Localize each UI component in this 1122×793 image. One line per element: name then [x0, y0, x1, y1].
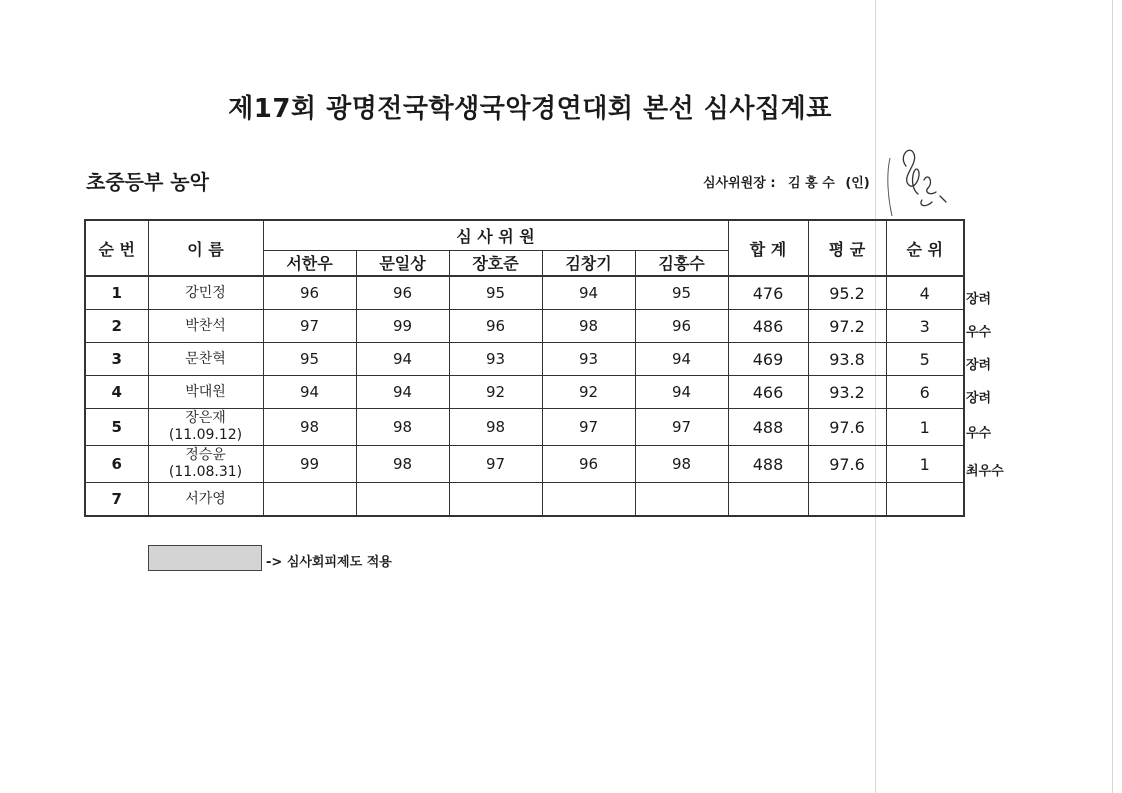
judge-score: 97: [635, 409, 728, 446]
judge-score: 93: [449, 343, 542, 376]
judge-score: 98: [542, 310, 635, 343]
judge-score: 94: [356, 376, 449, 409]
table-row: [85, 276, 964, 310]
judge-score: 92: [542, 376, 635, 409]
row-number: 6: [85, 446, 148, 483]
judge-score: [635, 483, 728, 517]
judge-score: 98: [263, 409, 356, 446]
header-name: 이 름: [148, 220, 263, 276]
total-score: 488: [728, 409, 808, 446]
row-number: 1: [85, 276, 148, 310]
average-score: 93.8: [808, 343, 886, 376]
contestant-name: [148, 446, 263, 483]
contestant-dob: (11.08.31): [168, 464, 243, 480]
table-row: [85, 409, 964, 446]
total-score: 466: [728, 376, 808, 409]
average-score: 95.2: [808, 276, 886, 310]
total-score: [728, 483, 808, 517]
contestant-name-text: 강민정: [185, 284, 226, 301]
judge-score: 99: [263, 446, 356, 483]
scan-line-right: [1112, 0, 1113, 793]
chair-line: [703, 172, 870, 191]
table-row: [85, 376, 964, 409]
judge-score: 98: [356, 446, 449, 483]
chair-seal: (인): [845, 176, 870, 191]
header-no: 순 번: [85, 220, 148, 276]
judge-score: 95: [449, 276, 542, 310]
judge-score: [356, 483, 449, 517]
row-number: 5: [85, 409, 148, 446]
row-number: 3: [85, 343, 148, 376]
contestant-name: [148, 409, 263, 446]
judge-score: 99: [356, 310, 449, 343]
rank-value: 6: [886, 376, 964, 409]
judge-score: 98: [356, 409, 449, 446]
header-judges: 심 사 위 원: [263, 220, 728, 250]
judge-score: 93: [542, 343, 635, 376]
judge-score: 94: [356, 343, 449, 376]
average-score: 97.6: [808, 409, 886, 446]
average-score: [808, 483, 886, 517]
judge-score: 96: [263, 276, 356, 310]
legend-text: -> 심사회피제도 적용: [266, 555, 392, 570]
header-row-top: [85, 220, 964, 250]
contestant-name: [148, 343, 263, 376]
judge-score: 94: [635, 376, 728, 409]
judge-score: 95: [635, 276, 728, 310]
contestant-name: [148, 276, 263, 310]
contestant-name-text: 문찬혁: [185, 350, 226, 367]
judge-score: 94: [263, 376, 356, 409]
judge-score: 96: [449, 310, 542, 343]
contestant-name: [148, 310, 263, 343]
row-number: 4: [85, 376, 148, 409]
header-total: 합 계: [728, 220, 808, 276]
rank-value: 1: [886, 446, 964, 483]
table-row: [85, 446, 964, 483]
contestant-name: [148, 376, 263, 409]
table-row: [85, 343, 964, 376]
chair-label: 심사위원장 :: [703, 176, 776, 191]
judge-score: 98: [635, 446, 728, 483]
award-label: 우수: [966, 426, 992, 441]
division-label: 초중등부 농악: [86, 170, 209, 194]
contestant-name-text: 박대원: [185, 383, 226, 400]
award-label: 최우수: [966, 464, 1004, 479]
header-average: 평 균: [808, 220, 886, 276]
award-label: 장려: [966, 390, 992, 406]
rank-value: [886, 483, 964, 517]
row-number: 7: [85, 483, 148, 517]
total-score: 488: [728, 446, 808, 483]
handwritten-signature: [878, 136, 968, 226]
judge-score: 97: [449, 446, 542, 483]
judge-score: 94: [542, 276, 635, 310]
total-score: 469: [728, 343, 808, 376]
judge-score: 98: [449, 409, 542, 446]
judge-score: 96: [635, 310, 728, 343]
judge-header: 김홍수: [635, 250, 728, 276]
judge-header: 서한우: [263, 250, 356, 276]
rank-value: 4: [886, 276, 964, 310]
contestant-name-text: 정승윤: [185, 447, 226, 463]
rank-value: 1: [886, 409, 964, 446]
judge-header: 장호준: [449, 250, 542, 276]
judge-score: 96: [542, 446, 635, 483]
judge-score: 97: [263, 310, 356, 343]
judge-score: 95: [263, 343, 356, 376]
contestant-dob: (11.09.12): [168, 427, 243, 443]
legend-swatch: [148, 545, 262, 571]
average-score: 97.2: [808, 310, 886, 343]
award-label: 우수: [966, 324, 992, 340]
award-label: 장려: [966, 357, 992, 373]
judge-score: [263, 483, 356, 517]
contestant-name-text: 서가영: [185, 490, 226, 507]
average-score: 93.2: [808, 376, 886, 409]
judge-header: 문일상: [356, 250, 449, 276]
judge-header: 김창기: [542, 250, 635, 276]
total-score: 476: [728, 276, 808, 310]
contestant-name-text: 장은재: [185, 410, 226, 426]
judge-score: [542, 483, 635, 517]
total-score: 486: [728, 310, 808, 343]
score-table: [84, 219, 965, 517]
row-number: 2: [85, 310, 148, 343]
rank-value: 5: [886, 343, 964, 376]
award-label: 장려: [966, 291, 992, 307]
judge-score: 96: [356, 276, 449, 310]
table-row: [85, 483, 964, 517]
document-title: 제17회 광명전국학생국악경연대회 본선 심사집계표: [228, 94, 832, 124]
rank-value: 3: [886, 310, 964, 343]
table-row: [85, 310, 964, 343]
contestant-name-text: 박찬석: [185, 317, 226, 334]
judge-score: 97: [542, 409, 635, 446]
judge-score: 92: [449, 376, 542, 409]
average-score: 97.6: [808, 446, 886, 483]
header-rank: 순 위: [886, 220, 964, 276]
chair-name: 김 홍 수: [788, 176, 835, 191]
judge-score: 94: [635, 343, 728, 376]
contestant-name: [148, 483, 263, 517]
judge-score: [449, 483, 542, 517]
